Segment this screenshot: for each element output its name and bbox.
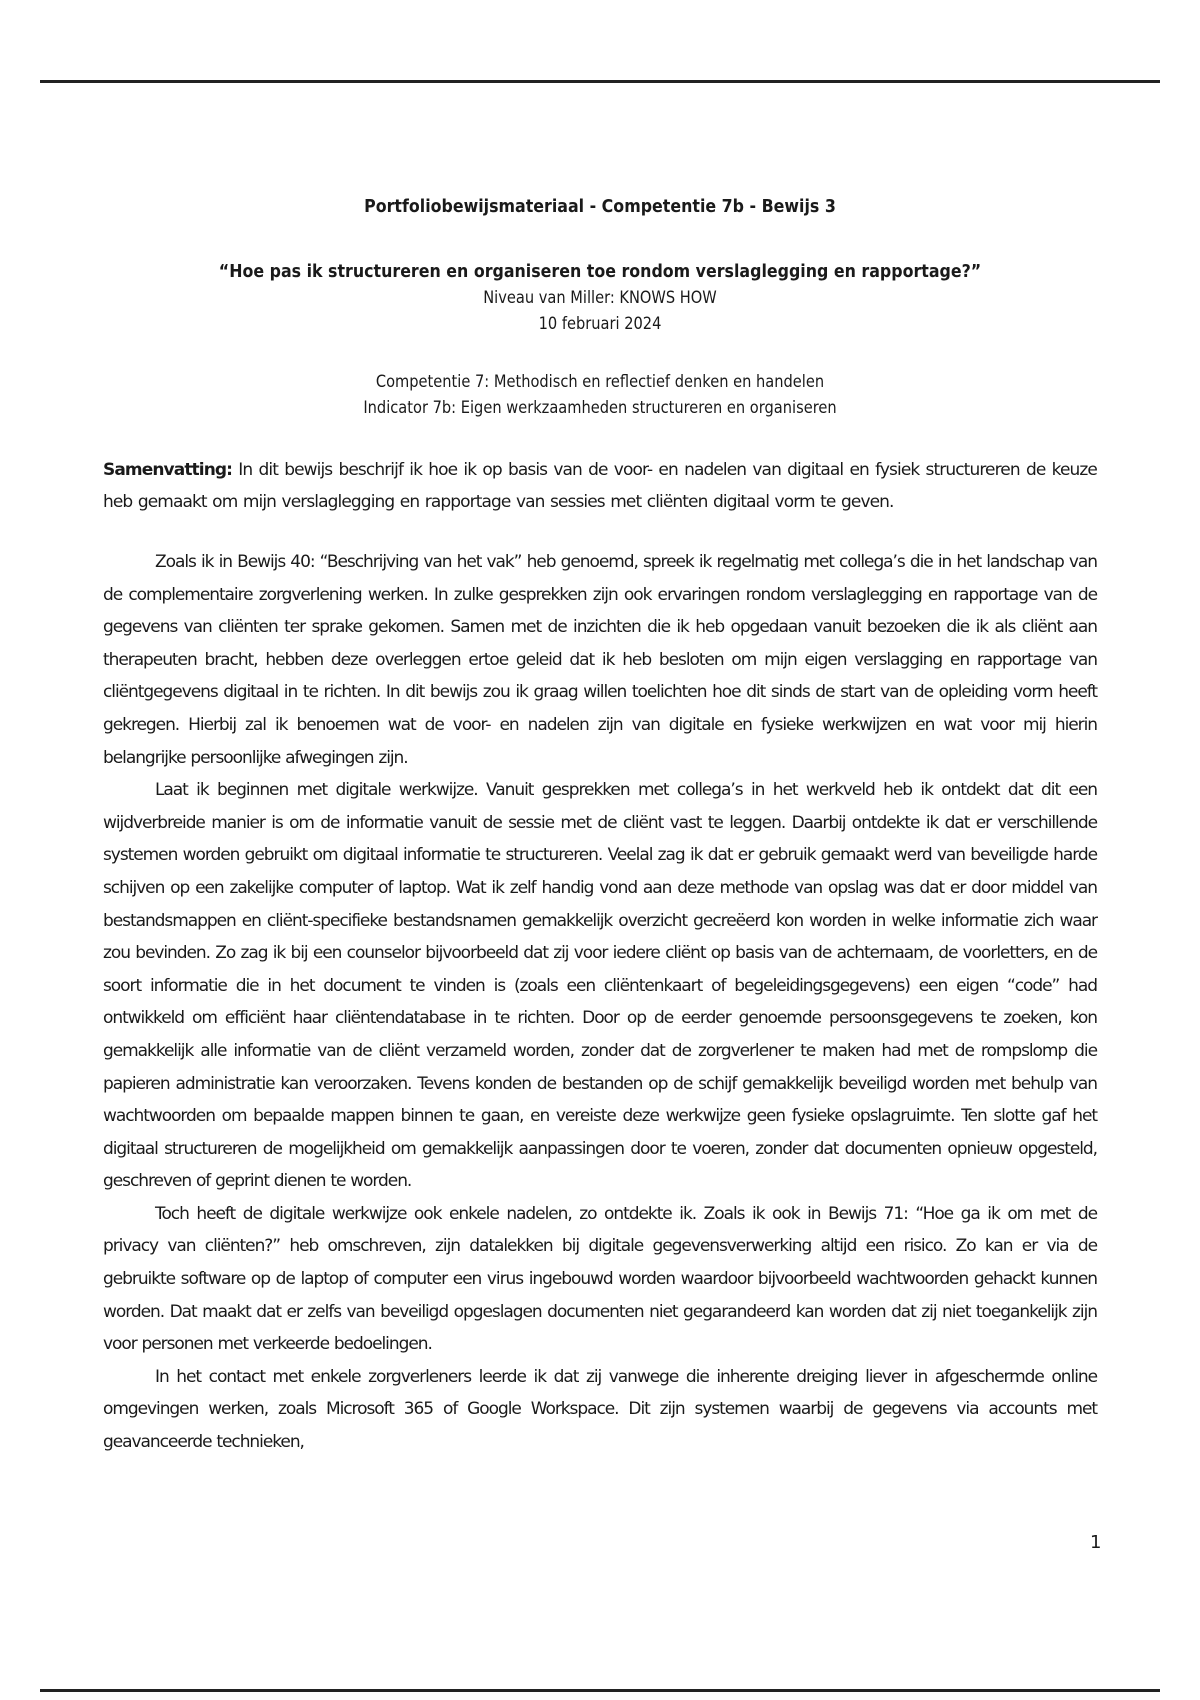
bottom-rule <box>40 1689 1160 1692</box>
top-rule <box>40 80 1160 83</box>
competence-block <box>103 372 1097 418</box>
document-title: Portfoliobewijsmateriaal - Competentie 7b - Bewijs 3 <box>364 196 836 217</box>
paragraph: Laat ik beginnen met digitale werkwijze. Vanuit gesprekken met collega’s in het werkveld heb ik ontdekt dat dit een wijdverbreide manier is om de informatie vanuit de sessie met de cliënt vast te leggen. Daarbij ontdekte ik dat er verschillende systemen worden gebruikt om digitaal informatie te structureren. Veelal zag ik dat er gebruik gemaakt werd van beveiligde harde schijven op een zakelijke computer of laptop. Wat ik zelf handig vond aan deze methode van opslag was dat er door middel van bestandsmappen en cliënt-specifieke bestandsnamen gemakkelijk overzicht gecreëerd kon worden in welke informatie zich waar zou bevinden. Zo zag ik bij een counselor bijvoorbeeld dat zij voor iedere cliënt op basis van de achternaam, de voorletters, en de soort informatie die in het document te vinden is (zoals een cliëntenkaart of begeleidingsgegevens) een eigen “code” had ontwikkeld om efficiënt haar cliëntendatabase in te richten. Door op de eerder genoemde persoonsgegevens te zoeken, kon gemakkelijk alle informatie van de cliënt verzameld worden, zonder dat de zorgverlener te maken had met de rompslomp die papieren administratie kan veroorzaken. Tevens konden de bestanden op de schijf gemakkelijk beveiligd worden met behulp van wachtwoorden om bepaalde mappen binnen te gaan, en vereiste deze werkwijze geen fysieke opslagruimte. Ten slotte gaf het digitaal structureren de mogelijkheid om gemakkelijk aanpassingen door te voeren, zonder dat documenten opnieuw opgesteld, geschreven of geprint dienen te worden. <box>103 780 1097 1192</box>
miller-level: Niveau van Miller: KNOWS HOW <box>483 288 717 308</box>
paragraph: In het contact met enkele zorgverleners leerde ik dat zij vanwege die inherente dreiging liever in afgeschermde online omgevingen werken, zoals Microsoft 365 of Google Workspace. Dit zijn systemen waarbij de gegevens via accounts met geavanceerde technieken, <box>103 1366 1097 1453</box>
competence-line: Competentie 7: Methodisch en reflectief denken en handelen <box>375 372 825 392</box>
document-question: “Hoe pas ik structureren en organiseren toe rondom verslaglegging en rapportage?” <box>218 261 982 282</box>
summary-label: Samenvatting: <box>103 460 233 480</box>
paragraph: Zoals ik in Bewijs 40: “Beschrijving van het vak” heb genoemd, spreek ik regelmatig met collega’s die in het landschap van de complementaire zorgverlening werken. In zulke gesprekken zijn ook ervaringen rondom verslaglegging en rapportage van de gegevens van cliënten ter sprake gekomen. Samen met de inzichten die ik heb opgedaan vanuit bezoeken die ik als cliënt aan therapeuten bracht, hebben deze overleggen ertoe geleid dat ik heb besloten om mijn eigen verslagging en rapportage van cliëntgegevens digitaal in te richten. In dit bewijs zou ik graag willen toelichten hoe dit sinds de start van de opleiding vorm heeft gekregen. Hierbij zal ik benoemen wat de voor- en nadelen zijn van digitale en fysieke werkwijzen en wat voor mij hierin belangrijke persoonlijke afwegingen zijn. <box>103 552 1097 768</box>
body-text <box>103 546 1097 1459</box>
summary-text: In dit bewijs beschrijf ik hoe ik op basis van de voor- en nadelen van digitaal en fysiek structureren de keuze heb gemaakt om mijn verslaglegging en rapportage van sessies met cliënten digitaal vorm te geven. <box>103 460 1097 512</box>
page-number: 1 <box>1090 1532 1102 1553</box>
indicator-line: Indicator 7b: Eigen werkzaamheden structureren en organiseren <box>363 398 837 418</box>
paragraph: Toch heeft de digitale werkwijze ook enkele nadelen, zo ontdekte ik. Zoals ik ook in Bewijs 71: “Hoe ga ik om met de privacy van cliënten?” heb omschreven, zijn datalekken bij digitale gegevensverwerking altijd een risico. Zo kan er via de gebruikte software op de laptop of computer een virus ingebouwd worden waardoor bijvoorbeeld wachtwoorden gehackt kunnen worden. Dat maakt dat er zelfs van beveiligd opgeslagen documenten niet gegarandeerd kan worden dat zij niet toegankelijk zijn voor personen met verkeerde bedoelingen. <box>103 1203 1097 1355</box>
summary <box>103 454 1097 518</box>
document-date: 10 februari 2024 <box>538 314 662 334</box>
document-page <box>103 196 1097 1459</box>
